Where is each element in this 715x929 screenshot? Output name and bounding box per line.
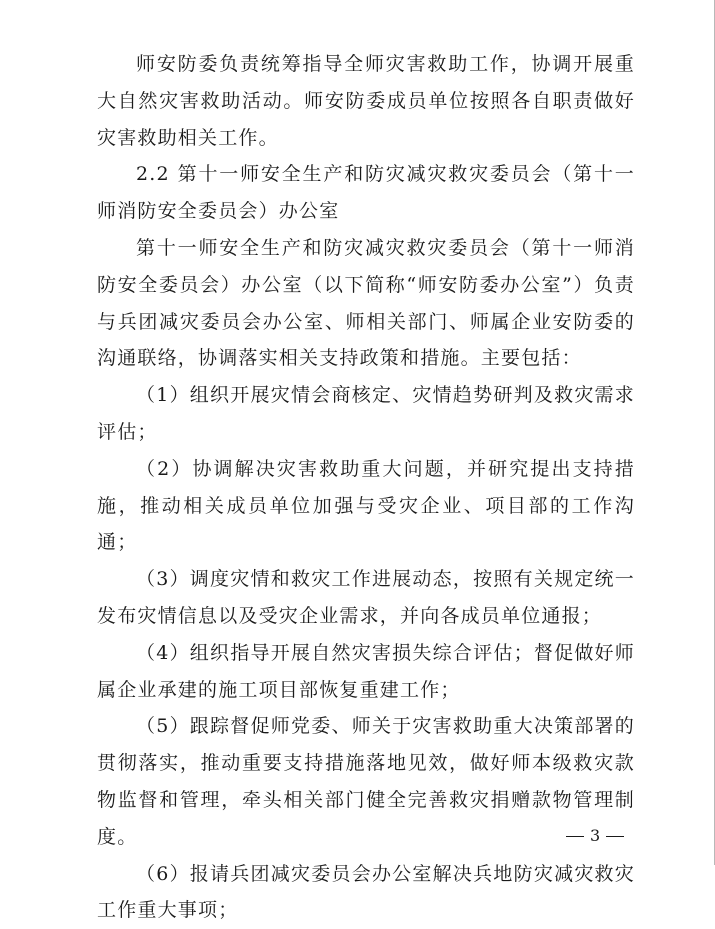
list-item-1: （1）组织开展灾情会商核定、灾情趋势研判及救灾需求评估； [97, 384, 635, 443]
list-item-4: （4）组织指导开展自然灾害损失综合评估；督促做好师属企业承建的施工项目部恢复重建工作； [97, 641, 635, 701]
page-number: 3 [590, 826, 601, 845]
paragraph-office-duties: 第十一师安全生产和防灾减灾救灾委员会（第十一师消防安全委员会）办公室（以下简称“师安防委办公室”）负责与兵团减灾委员会办公室、师相关部门、师属企业安防委的沟通联络，协调落实相关支持政策和措施。主要包括： [97, 236, 635, 370]
list-item-2: （2）协调解决灾害救助重大问题，并研究提出支持措施，推动相关成员单位加强与受灾企业、项目部的工作沟通； [97, 457, 635, 554]
list-item-5: （5）跟踪督促师党委、师关于灾害救助重大决策部署的贯彻落实，推动重要支持措施落地见效，做好师本级救灾款物监督和管理，牵头相关部门健全完善救灾捐赠款物管理制度。 [97, 715, 635, 848]
document-body [97, 46, 635, 929]
list-item-6: （6）报请兵团减灾委员会办公室解决兵地防灾减灾救灾工作重大事项； [97, 862, 635, 922]
section-heading-2-2: 2.2 第十一师安全生产和防灾减灾救灾委员会（第十一师消防安全委员会）办公室 [97, 163, 635, 223]
paragraph-1: 师安防委负责统筹指导全师灾害救助工作，协调开展重大自然灾害救助活动。师安防委成员单位按照各自职责做好灾害救助相关工作。 [97, 53, 635, 149]
page-number-right-dash [606, 836, 624, 837]
page-footer [560, 826, 630, 845]
list-item-3: （3）调度灾情和救灾工作进展动态，按照有关规定统一发布灾情信息以及受灾企业需求，并向各成员单位通报； [97, 568, 635, 627]
page-number-left-dash [566, 836, 584, 837]
